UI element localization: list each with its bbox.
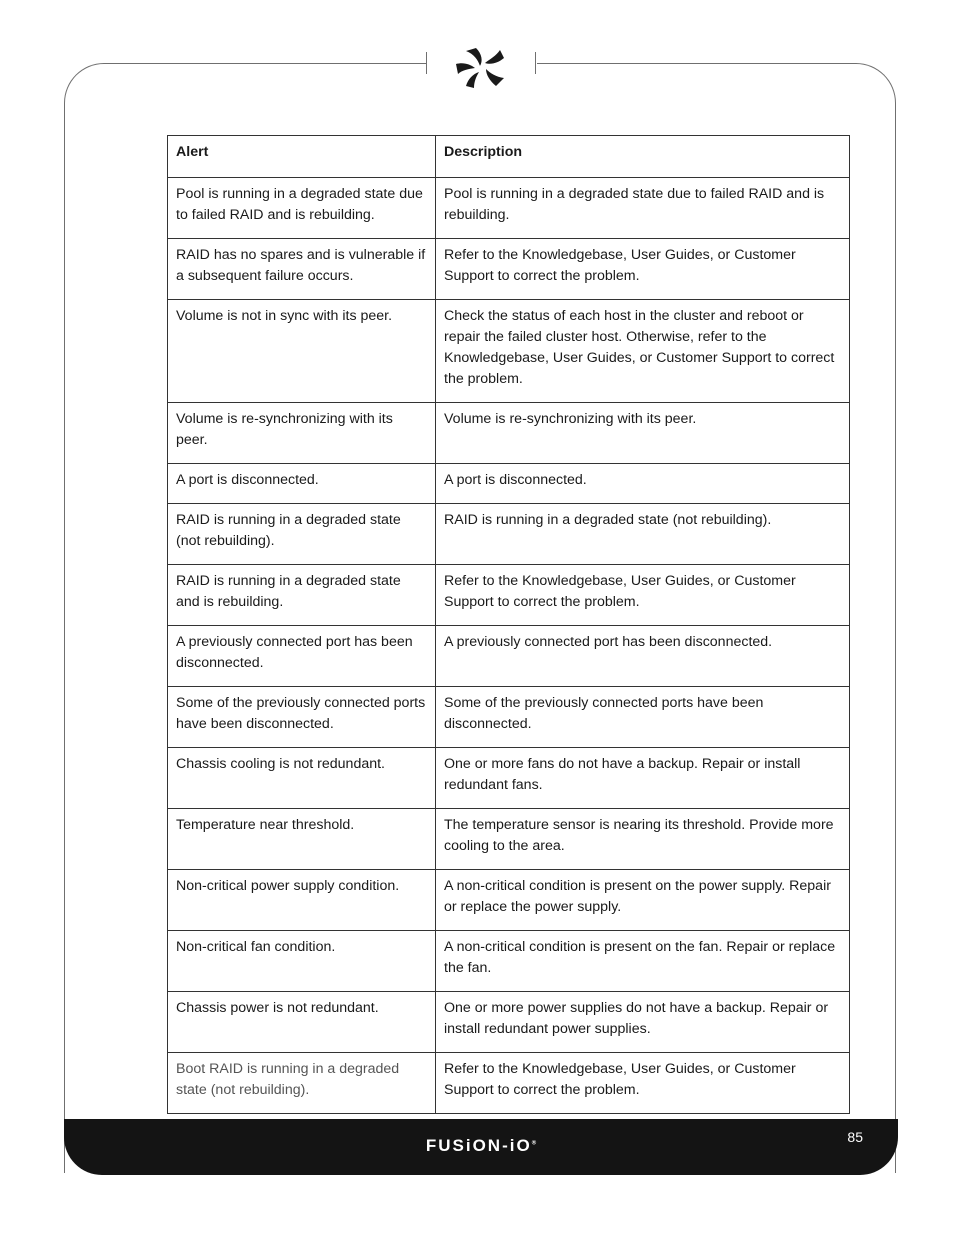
fusion-io-logo <box>64 1136 898 1156</box>
alert-cell: Boot RAID is running in a degraded state (not rebuilding). <box>168 1053 436 1114</box>
column-header-alert: Alert <box>168 136 436 178</box>
description-cell: A non-critical condition is present on the fan. Repair or replace the fan. <box>436 931 850 992</box>
alert-cell: Chassis cooling is not redundant. <box>168 748 436 809</box>
registered-mark: ® <box>531 1140 537 1147</box>
description-cell: A non-critical condition is present on the power supply. Repair or replace the power supply. <box>436 870 850 931</box>
description-cell: One or more fans do not have a backup. Repair or install redundant fans. <box>436 748 850 809</box>
description-cell: Refer to the Knowledgebase, User Guides, or Customer Support to correct the problem. <box>436 565 850 626</box>
table-row <box>168 992 850 1053</box>
table-header-row <box>168 136 850 178</box>
table-row <box>168 239 850 300</box>
description-cell: Refer to the Knowledgebase, User Guides, or Customer Support to correct the problem. <box>436 239 850 300</box>
alert-cell: Chassis power is not redundant. <box>168 992 436 1053</box>
alert-cell: Non-critical fan condition. <box>168 931 436 992</box>
fusion-io-star-logo-icon <box>452 44 508 90</box>
table-row <box>168 748 850 809</box>
column-header-description: Description <box>436 136 850 178</box>
alert-cell: RAID has no spares and is vulnerable if a subsequent failure occurs. <box>168 239 436 300</box>
alert-cell: Volume is not in sync with its peer. <box>168 300 436 403</box>
table-row <box>168 565 850 626</box>
table-row <box>168 626 850 687</box>
description-cell: A previously connected port has been disconnected. <box>436 626 850 687</box>
table-row <box>168 464 850 504</box>
alert-cell: A previously connected port has been disconnected. <box>168 626 436 687</box>
table-row <box>168 870 850 931</box>
description-cell: A port is disconnected. <box>436 464 850 504</box>
alert-cell: RAID is running in a degraded state (not rebuilding). <box>168 504 436 565</box>
description-cell: Some of the previously connected ports have been disconnected. <box>436 687 850 748</box>
alert-cell: Pool is running in a degraded state due to failed RAID and is rebuilding. <box>168 178 436 239</box>
description-cell: Volume is re-synchronizing with its peer. <box>436 403 850 464</box>
alert-cell: Some of the previously connected ports have been disconnected. <box>168 687 436 748</box>
alert-cell: Temperature near threshold. <box>168 809 436 870</box>
table-row <box>168 1053 850 1114</box>
frame-tick-left <box>426 52 427 74</box>
table-row <box>168 931 850 992</box>
alert-cell: A port is disconnected. <box>168 464 436 504</box>
description-cell: One or more power supplies do not have a backup. Repair or install redundant power supplies. <box>436 992 850 1053</box>
table-row <box>168 504 850 565</box>
alert-table <box>167 135 850 1114</box>
table-row <box>168 809 850 870</box>
brand-wordmark: FUSiON-iO <box>425 1136 532 1155</box>
page-number: 85 <box>847 1129 863 1145</box>
description-cell: RAID is running in a degraded state (not rebuilding). <box>436 504 850 565</box>
alert-cell: Volume is re-synchronizing with its peer. <box>168 403 436 464</box>
description-cell: The temperature sensor is nearing its threshold. Provide more cooling to the area. <box>436 809 850 870</box>
table-row <box>168 178 850 239</box>
table-row <box>168 300 850 403</box>
page-footer <box>64 1119 898 1175</box>
frame-tick-right <box>535 52 536 74</box>
description-cell: Pool is running in a degraded state due to failed RAID and is rebuilding. <box>436 178 850 239</box>
table-row <box>168 403 850 464</box>
description-cell: Check the status of each host in the cluster and reboot or repair the failed cluster host. Otherwise, refer to the Knowledgebase, User Guides, or Customer Support to correct the problem. <box>436 300 850 403</box>
alert-cell: Non-critical power supply condition. <box>168 870 436 931</box>
description-cell: Refer to the Knowledgebase, User Guides, or Customer Support to correct the problem. <box>436 1053 850 1114</box>
alert-cell: RAID is running in a degraded state and is rebuilding. <box>168 565 436 626</box>
table-row <box>168 687 850 748</box>
